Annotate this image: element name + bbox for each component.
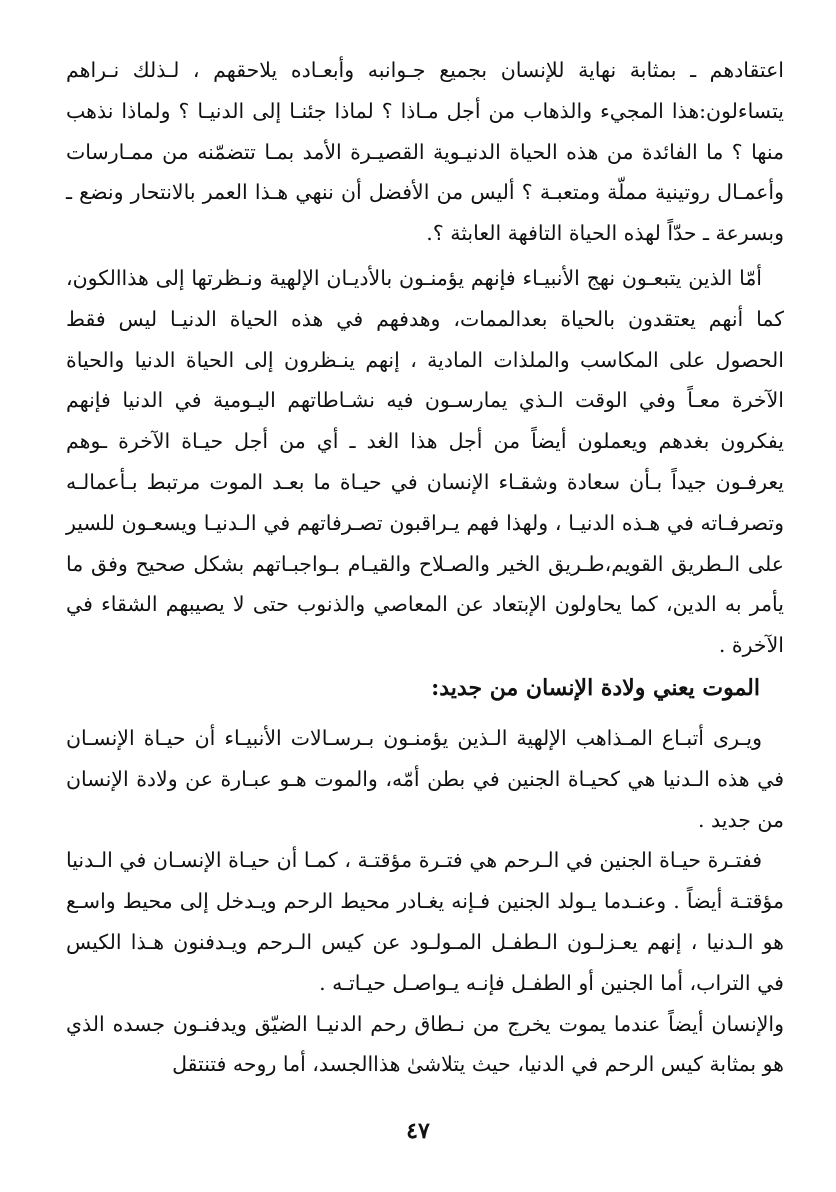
page-number: ٤٧ [406,1118,430,1144]
paragraph-5: والإنسان أيضاً عندما يموت يخرج من نـطاق رحم الدنيـا الضيّق ويدفنـون جسده الذي هو بمثابة كيس الرحم في الدنيا، حيث يتلاشىٰ هذاالجسد، أما روحه فتنتقل [66,1011,784,1077]
section-heading: الموت يعني ولادة الإنسان من جديد: [431,674,760,701]
paragraph-4: ففتـرة حيـاة الجنين في الـرحم هي فتـرة مؤقتـة ، كمـا أن حيـاة الإنسـان في الـدنيا مؤقتـة أيضاً . وعنـدما يـولد الجنين فـإنه يغـادر محيط الرحم ويـدخل إلى محيط واسـع هو الـدنيا ، إنهم يعـزلـون الـطفـل المـولـود عن كيس الـرحم ويـدفنون هـذا الكيس في التراب، أما الجنين أو الطفـل فإنـه يـواصـل حيـاتـه . [66,848,784,995]
paragraph-3: ويـرى أتبـاع المـذاهب الإلهية الـذين يؤمنـون بـرسـالات الأنبيـاء أن حيـاة الإنسـان في هذه الـدنيا هي كحيـاة الجنين في بطن أمّه، والموت هـو عبـارة عن ولادة الإنسان من جديد . [66,725,784,832]
paragraph-1: اعتقادهم ـ بمثابة نهاية للإنسان بجميع جـوانبه وأبعـاده يلاحقهم ، لـذلك نـراهم يتساءلون:هذا المجيء والذهاب من أجل مـاذا ؟ لماذا جئنـا إلى الدنيـا ؟ ولماذا نذهب منها ؟ ما الفائدة من هذه الحياة الدنيـوية القصيـرة الأمد بمـا تتضمّنه من ممـارسات وأعمـال روتينية مملّة ومتعبـة ؟ أليس من الأفضل أن ننهي هـذا العمر بالانتحار ونضع ـ وبسرعة ـ حدّاً لهذه الحياة التافهة العابثة ؟. [66,58,784,246]
page-body [66,50,784,1085]
paragraph-2: أمّا الذين يتبعـون نهج الأنبيـاء فإنهم يؤمنـون بالأديـان الإلهية ونـظرتها إلى هذاالكون، كما أنهم يعتقدون بالحياة بعدالممات، وهدفهم في هذه الحياة الدنيـا ليس فقط الحصول على المكاسب والملذات المادية ، إنهم ينـظرون إلى الحياة الدنيا والحياة الآخرة معـاً وفي الوقت الـذي يمارسـون فيه نشـاطاتهم اليـومية في الدنيا فإنهم يفكرون بغدهم ويعملون أيضاً من أجل هذا الغد ـ أي من أجل حيـاة الآخرة ـوهم يعرفـون جيداً بـأن سعادة وشقـاء الإنسان في حيـاة ما بعـد الموت مرتبط بـأعمالـه وتصرفـاته في هـذه الدنيـا ، ولهذا فهم يـراقبون تصـرفاتهم في الـدنيـا ويسعـون للسير على الـطريق القويم،طـريق الخير والصـلاح والقيـام بـواجبـاتهم بشكل صحيح وفق ما يأمر به الدين، كما يحاولون الإبتعاد عن المعاصي والذنوب حتى لا يصيبهم الشقاء في الآخرة . [66,265,784,658]
